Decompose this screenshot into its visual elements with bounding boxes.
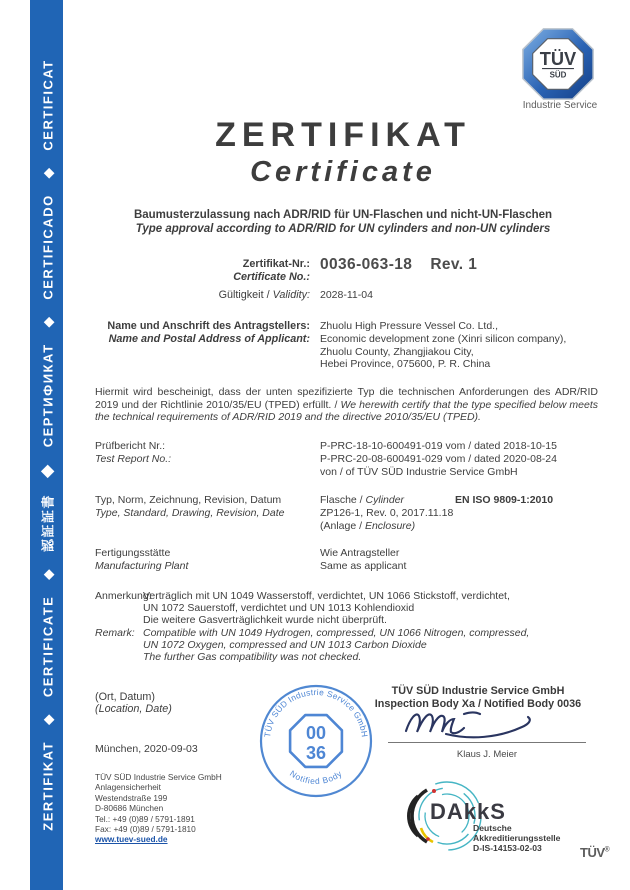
plant-values [320, 547, 605, 573]
enclosure-de: (Anlage / [320, 519, 365, 532]
language-band [30, 0, 63, 890]
certificate-number-label [88, 258, 310, 283]
plant-label-en: Manufacturing Plant [95, 559, 189, 572]
applicant-line: Economic development zone (Xinri silicon company), [320, 332, 567, 345]
location-date-label-de: (Ort, Datum) [95, 691, 155, 703]
validity-label [88, 289, 310, 302]
plant-value-de: Wie Antragsteller [320, 547, 400, 559]
dakks-caption [473, 823, 560, 854]
page-title-german: ZERTIFIKAT [215, 116, 471, 154]
test-report-line: P-PRC-18-10-600491-019 vom / dated 2018-10-15 [320, 440, 557, 452]
test-report-line: P-PRC-20-08-600491-029 vom / dated 2020-08-24 [320, 452, 557, 465]
dakks-caption-line: Akkreditierungsstelle [473, 833, 561, 844]
footer-address-line: TÜV SÜD Industrie Service GmbH [95, 772, 222, 782]
stamp-bottom-text: Notified Body [288, 768, 344, 787]
registered-symbol: ® [604, 846, 610, 854]
remark-en-line: UN 1072 Oxygen, compressed and UN 1013 Carbon Dioxide [143, 639, 427, 652]
page-title-english: Certificate [250, 156, 436, 188]
footer-address-line: Tel.: +49 (0)89 / 5791-1891 [95, 813, 195, 824]
applicant-line: Zhuolu County, Zhangjiakou City, [320, 345, 474, 358]
dakks-wordmark: DAkkS [430, 799, 506, 824]
enclosure-line [320, 520, 605, 533]
subtitle [88, 209, 598, 236]
test-report-values [320, 440, 605, 478]
remark-en-line: Compatible with UN 1049 Hydrogen, compressed, UN 1066 Nitrogen, compressed, [143, 627, 530, 639]
footer-address-line: Fax: +49 (0)89 / 5791-1810 [95, 824, 196, 835]
certificate-number-value [320, 256, 605, 273]
footer-address-line: Westendstraße 199 [95, 792, 168, 803]
tuv-mark-text: TÜV [580, 845, 605, 860]
drawing-revision-date: ZP126-1, Rev. 0, 2017.11.18 [320, 506, 454, 519]
enclosure-en: Enclosure) [364, 519, 416, 532]
tuv-octagon-icon [520, 26, 596, 102]
test-report-label [95, 440, 310, 466]
applicant-label [88, 320, 310, 345]
certificate-number-label-en: Certificate No.: [233, 270, 310, 283]
stamp-top-text: TÜV SÜD Industrie Service GmbH [262, 686, 370, 738]
test-report-label-de: Prüfbericht Nr.: [95, 440, 166, 452]
plant-label-de: Fertigungsstätte [95, 547, 171, 559]
applicant-label-en: Name and Postal Address of Applicant: [108, 332, 310, 345]
remark-de-line: Verträglich mit UN 1049 Wasserstoff, verdichtet, UN 1066 Stickstoff, verdichtet, [143, 590, 510, 602]
location-date-value: München, 2020-09-03 [95, 743, 198, 755]
certification-statement [95, 386, 598, 424]
applicant-line: Zhuolu High Pressure Vessel Co. Ltd., [320, 320, 499, 332]
footer-address [95, 772, 222, 845]
remark-german [143, 590, 605, 627]
tuv-sued-logo-icon [520, 26, 596, 102]
applicant-label-de: Name und Anschrift des Antragstellers: [107, 320, 310, 332]
remark-de-line: UN 1072 Sauerstoff, verdichtet und UN 1013 Kohlendioxid [143, 602, 415, 615]
svg-text:SÜD: SÜD [549, 70, 567, 80]
type-de: Flasche / [320, 494, 366, 506]
location-date-label [95, 691, 172, 716]
test-report-label-en: Test Report No.: [95, 452, 172, 465]
footer-address-line: D-80686 München [95, 803, 164, 814]
remark-label-en: Remark: [95, 627, 135, 639]
logo-caption: Industrie Service [522, 100, 598, 111]
website-link[interactable]: www.tuev-sued.de [95, 834, 168, 845]
svg-text:Notified Body [288, 768, 344, 786]
inspection-body-org: TÜV SÜD Industrie Service GmbH [391, 685, 565, 697]
remark-en-line: The further Gas compatibility was not checked. [143, 651, 362, 664]
stamp-number-bottom: 36 [305, 743, 327, 763]
svg-text:TÜV: TÜV [539, 47, 577, 69]
type-standard-label [95, 494, 310, 520]
remark-english [143, 627, 605, 664]
test-report-line: von / of TÜV SÜD Industrie Service GmbH [320, 465, 518, 478]
type-standard-label-en: Type, Standard, Drawing, Revision, Date [95, 506, 285, 519]
notified-body-stamp [256, 681, 376, 801]
type-standard-label-de: Typ, Norm, Zeichnung, Revision, Datum [95, 494, 282, 506]
signature-line [388, 742, 586, 743]
certificate-number-label-de: Zertifikat-Nr.: [242, 258, 310, 270]
applicant-address [320, 320, 605, 371]
subtitle-english: Type approval according to ADR/RID for UN cylinders and non-UN cylinders [135, 222, 551, 235]
standard-value: EN ISO 9809-1:2010 [455, 494, 554, 506]
validity-value: 2028-11-04 [320, 289, 373, 301]
certificate-number: 0036-063-18 [320, 256, 413, 273]
remark-label-de: Anmerkung: [95, 590, 152, 602]
statement-english: We herewith certify that the type specified below meets the technical requirements of ADR/RID 2019 and the directive 2010/35/EU (TPED). [95, 398, 598, 424]
language-band-text: ZERTIFIKAT ◆ CERTIFICATE ◆ 認証証書 ◆ СЕРТИФИКАТ ◆ CERTIFICADO ◆ CERTIFICAT [40, 59, 55, 831]
plant-label [95, 547, 310, 573]
tuv-registered-mark [580, 845, 609, 860]
dakks-caption-line: D-IS-14153-02-03 [473, 843, 542, 854]
plant-value-en: Same as applicant [320, 559, 407, 572]
validity-label-de: Gültigkeit / [218, 289, 273, 301]
remark-de-line: Die weitere Gasverträglichkeit wurde nicht überprüft. [143, 614, 387, 627]
signature-icon [398, 703, 558, 743]
certificate-revision: Rev. 1 [430, 256, 478, 273]
inspection-body-role: Inspection Body Xa / Notified Body 0036 [374, 698, 582, 710]
applicant-line: Hebei Province, 075600, P. R. China [320, 358, 491, 371]
signer-name: Klaus J. Meier [456, 749, 518, 760]
location-date-label-en: (Location, Date) [95, 703, 172, 716]
footer-address-line: Anlagensicherheit [95, 782, 161, 793]
stamp-number-top: 00 [305, 723, 327, 743]
validity-label-en: Validity: [272, 289, 310, 301]
subtitle-german: Baumusterzulassung nach ADR/RID für UN-Flaschen und nicht-UN-Flaschen [133, 209, 553, 221]
type-en: Cylinder [365, 494, 405, 506]
dakks-caption-line: Deutsche [473, 823, 512, 833]
statement-german: Hiermit wird bescheinigt, dass der unten spezifizierte Typ die technischen Anforderungen des ADR/RID 2019 und der Richtlinie 2010/35/EU (TPED) erfüllt. / [95, 386, 598, 411]
